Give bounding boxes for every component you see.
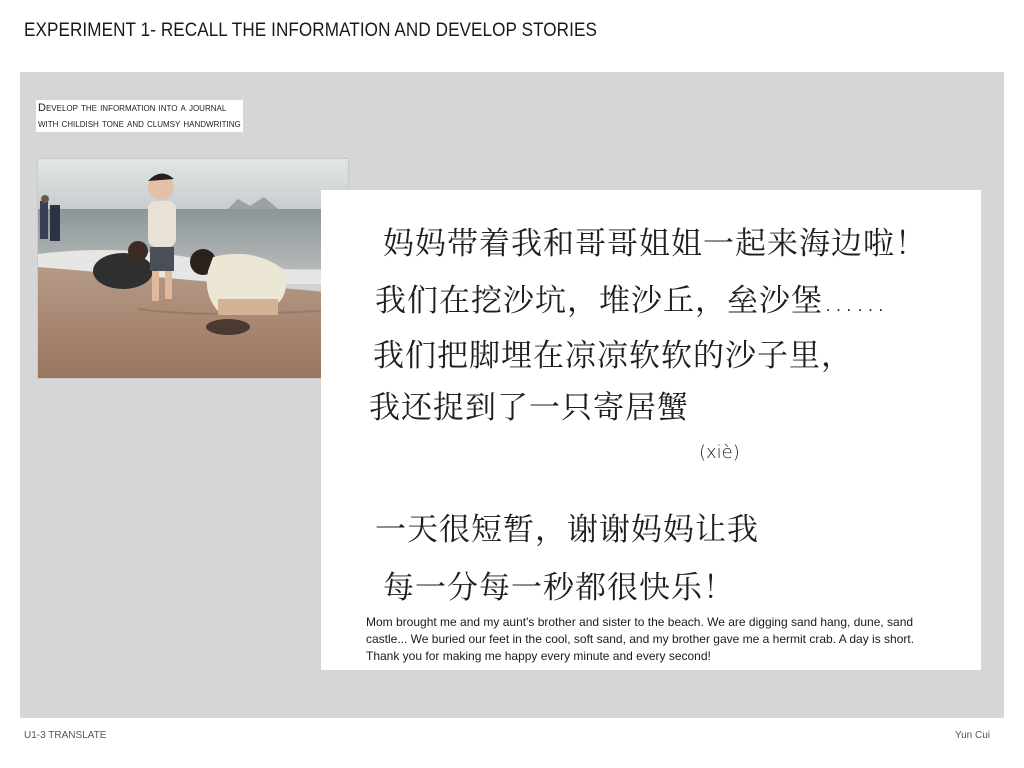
journal-page xyxy=(321,190,981,670)
handwriting-line-4: 我还捉到了一只寄居蟹 xyxy=(369,390,689,426)
beach-photo xyxy=(38,159,348,378)
instruction-caption xyxy=(36,100,243,132)
handwriting-pinyin-note: (xiè) xyxy=(699,442,740,463)
english-translation: Mom brought me and my aunt's brother and sister to the beach. We are digging sand hang, dune, sand castle... We buried our feet in the cool, soft sand, and my brother gave me a hermit crab. A day is short. Thank you for making me happy every minute and every second! xyxy=(366,615,915,663)
footer-unit-label: U1-3 TRANSLATE xyxy=(24,730,107,741)
instruction-line-2: with childish tone and clumsy handwriting xyxy=(38,118,241,130)
handwriting-line-3: 我们把脚埋在凉凉软软的沙子里， xyxy=(373,338,853,374)
content-panel xyxy=(20,72,1004,718)
page-title: EXPERIMENT 1- RECALL THE INFORMATION AND DEVELOP STORIES xyxy=(24,20,597,41)
handwriting-line-1: 妈妈带着我和哥哥姐姐一起来海边啦！ xyxy=(383,226,927,262)
handwriting-line-6: 每一分每一秒都很快乐！ xyxy=(383,570,735,606)
handwriting-line-5: 一天很短暂，谢谢妈妈让我 xyxy=(375,512,759,548)
handwriting-line-2: 我们在挖沙坑，堆沙丘，垒沙堡…… xyxy=(375,283,887,319)
instruction-line-1: Develop the information into a journal xyxy=(38,102,227,114)
footer-author: Yun Cui xyxy=(954,730,990,741)
